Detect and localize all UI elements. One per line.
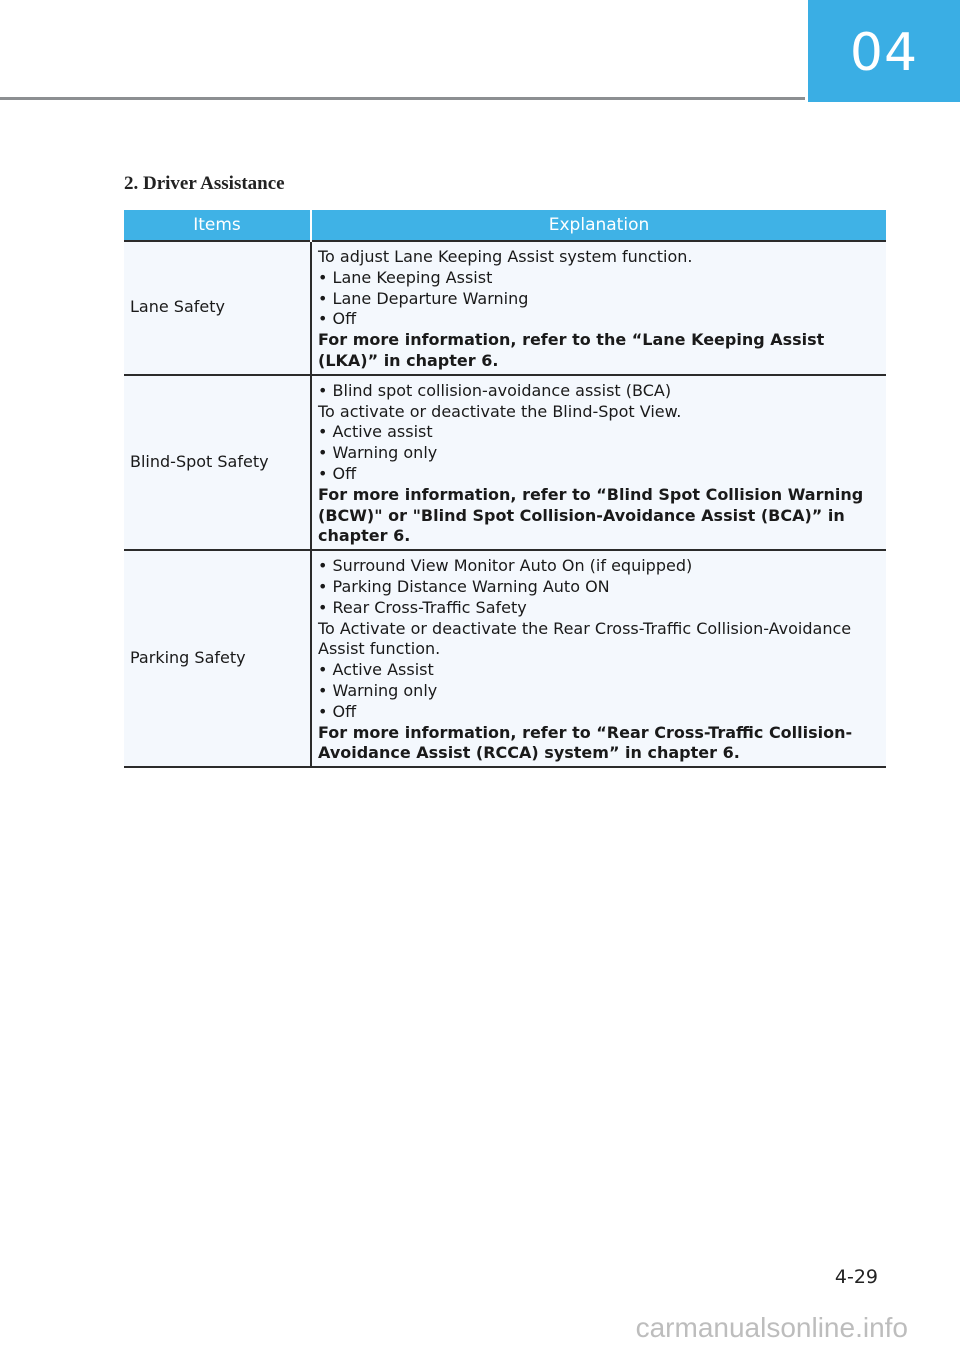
reference-note: For more information, refer to the “Lane Keeping Assist (LKA)” in chapter 6.	[318, 330, 825, 370]
explanation-line: To Activate or deactivate the Rear Cross-Traffic Collision-Avoidance Assist function.	[318, 618, 852, 659]
explanation-line: • Parking Distance Warning Auto ON	[318, 576, 610, 596]
explanation-line: • Rear Cross-Traffic Safety	[318, 597, 527, 617]
explanation-line: • Lane Keeping Assist	[318, 267, 493, 287]
row-item-lane-safety: Lane Safety	[124, 241, 311, 375]
explanation-line: • Surround View Monitor Auto On (if equipped)	[318, 556, 693, 576]
row-item-parking-safety: Parking Safety	[124, 550, 311, 767]
explanation-line: • Lane Departure Warning	[318, 288, 529, 308]
row-explanation-blind-spot-safety	[311, 375, 886, 550]
reference-note: For more information, refer to “Rear Cross-Traffic Collision-Avoidance Assist (RCCA) system” in chapter 6.	[318, 722, 853, 763]
chapter-tab: 04	[808, 0, 960, 102]
reference-note: For more information, refer to “Blind Spot Collision Warning (BCW)" or "Blind Spot Collision-Avoidance Assist (BCA)” in chapter 6.	[318, 484, 864, 546]
explanation-line: • Off	[318, 463, 357, 483]
row-item-blind-spot-safety: Blind-Spot Safety	[124, 375, 311, 550]
explanation-line: • Warning only	[318, 443, 438, 463]
header-rule	[0, 97, 805, 100]
section-title: 2. Driver Assistance	[124, 173, 285, 194]
explanation-line: • Blind spot collision-avoidance assist (BCA)	[318, 380, 672, 400]
column-header-items: Items	[124, 210, 311, 241]
table-row	[124, 241, 886, 375]
column-header-explanation: Explanation	[311, 210, 886, 241]
explanation-line: To adjust Lane Keeping Assist system function.	[318, 247, 693, 266]
table-row	[124, 375, 886, 550]
driver-assistance-table	[124, 210, 886, 768]
explanation-line: • Active Assist	[318, 660, 434, 680]
explanation-line: • Active assist	[318, 422, 433, 442]
row-explanation-parking-safety	[311, 550, 886, 767]
watermark: carmanualsonline.info	[635, 1312, 908, 1343]
explanation-line: • Warning only	[318, 680, 438, 700]
page-number: 4-29	[834, 1266, 878, 1288]
table-header-row	[124, 210, 886, 241]
explanation-line: • Off	[318, 309, 357, 329]
row-explanation-lane-safety	[311, 241, 886, 375]
table-row	[124, 550, 886, 767]
explanation-line: To activate or deactivate the Blind-Spot View.	[318, 401, 682, 421]
explanation-line: • Off	[318, 701, 357, 721]
